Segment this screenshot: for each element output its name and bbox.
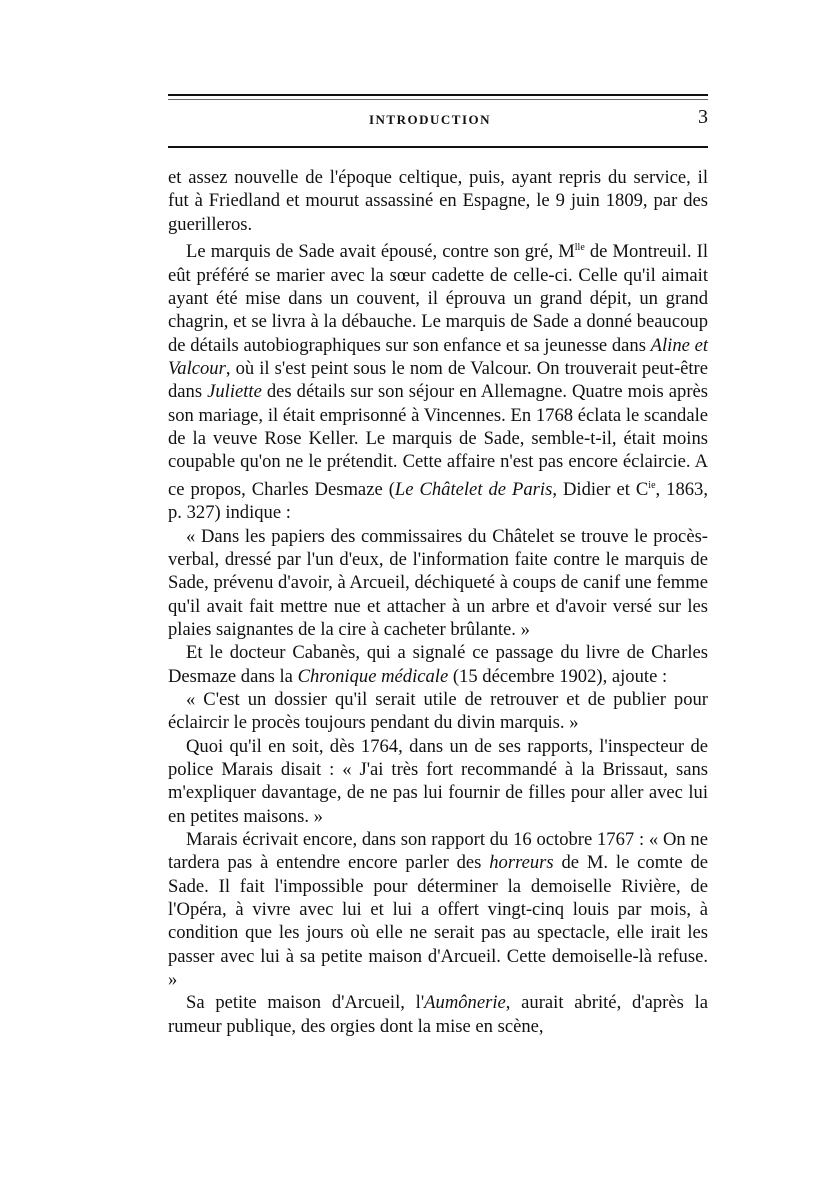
text-run: Marais écrivait encore, dans son rapport du 16 octobre 1767 : « On ne tardera pas à entendre encore parler des <box>168 829 708 874</box>
italic-title-aline-et-valcour: Aline et Valcour <box>168 334 709 379</box>
text-run: , où il s'est peint sous le nom de Valcour. On trouverait peut-être dans <box>168 357 708 403</box>
paragraph-6: Quoi qu'il en soit, dès 1764, dans un de ses rapports, l'inspecteur de police Marais disait : « J'ai très fort recommandé à la Brissaut, sans m'expliquer davantage, de ne pas lui fournir de filles pour aller avec lui en petites maisons. » <box>168 735 708 827</box>
italic-title-le-chatelet-de-paris: Le Châtelet de Paris <box>394 478 553 500</box>
text-run: , Didier et C <box>552 478 649 500</box>
paragraph-5: « C'est un dossier qu'il serait utile de retrouver et de publier pour éclaircir le procès toujours pendant du divin marquis. » <box>168 688 708 734</box>
text-run: de M. le comte de Sade. Il fait l'impossible pour déterminer la demoiselle Rivière, de l'Opéra, à vivre avec lui et lui a offert vingt-cinq louis par mois, à condition que les jours où elle ne serait pas au spectacle, elle irait les passer avec lui à sa petite maison d'Arcueil. Cette demoiselle-là refuse. » <box>168 852 709 991</box>
italic-title-chronique-medicale: Chronique médicale <box>297 665 449 687</box>
paragraph-2 <box>168 236 708 525</box>
italic-title-juliette: Juliette <box>207 381 262 403</box>
paragraph-8 <box>168 991 708 1038</box>
paragraph-7 <box>168 828 708 991</box>
text-run: Sa petite maison d'Arcueil, l' <box>186 992 425 1014</box>
header-rule-thin <box>168 99 708 100</box>
paragraph-1: et assez nouvelle de l'époque celtique, puis, ayant repris du service, il fut à Friedland et mourut assassiné en Espagne, le 9 juin 1809, par des guerilleros. <box>168 167 708 235</box>
italic-word-aumonerie: Aumônerie <box>424 992 506 1014</box>
body-text <box>168 166 708 1038</box>
superscript: ie <box>648 479 656 491</box>
page-number: 3 <box>698 106 708 128</box>
text-run: Et le docteur Cabanès, qui a signalé ce passage du livre de Charles Desmaze dans la <box>168 642 708 687</box>
header-rule-top <box>168 94 708 96</box>
text-run: des détails sur son séjour en Allemagne. Quatre mois après son mariage, il était emprisonné à Vincennes. En 1768 éclata le scandale de la veuve Rose Keller. Le marquis de Sade, semble-t-il, était moins coupable qu'on ne le prétendit. Cette affaire n'est pas encore éclaircie. A ce propos, Charles Desmaze ( <box>168 381 709 500</box>
superscript: lle <box>574 242 585 254</box>
text-run: (15 décembre 1902), ajoute : <box>448 665 668 687</box>
header-rule-bottom <box>168 146 708 148</box>
running-title: INTRODUCTION <box>368 112 491 127</box>
paragraph-3: « Dans les papiers des commissaires du Châtelet se trouve le procès-verbal, dressé par l'un d'eux, de l'information faite contre le marquis de Sade, prévenu d'avoir, à Arcueil, déchiqueté à coups de canif une femme qu'il avait fait mettre nue et attacher à un arbre et d'avoir versé sur les plaies saignantes de la cire à cacheter brûlante. » <box>168 525 708 640</box>
text-run: de Montreuil. Il eût préféré se marier avec la sœur cadette de celle-ci. Celle qu'il aimait ayant été mise dans un couvent, il éprouva un grand dépit, un grand chagrin, et se livra à la débauche. Le marquis de Sade a donné beaucoup de détails autobiographiques sur son enfance et sa jeunesse dans <box>168 241 708 356</box>
text-run: Le marquis de Sade avait épousé, contre son gré, M <box>186 241 575 263</box>
text-run: , 1863, p. 327) indique : <box>168 478 708 524</box>
italic-word-horreurs: horreurs <box>489 852 554 874</box>
paragraph-4 <box>168 641 708 688</box>
text-run: , aurait abrité, d'après la rumeur publique, des orgies dont la mise en scène, <box>168 992 709 1037</box>
